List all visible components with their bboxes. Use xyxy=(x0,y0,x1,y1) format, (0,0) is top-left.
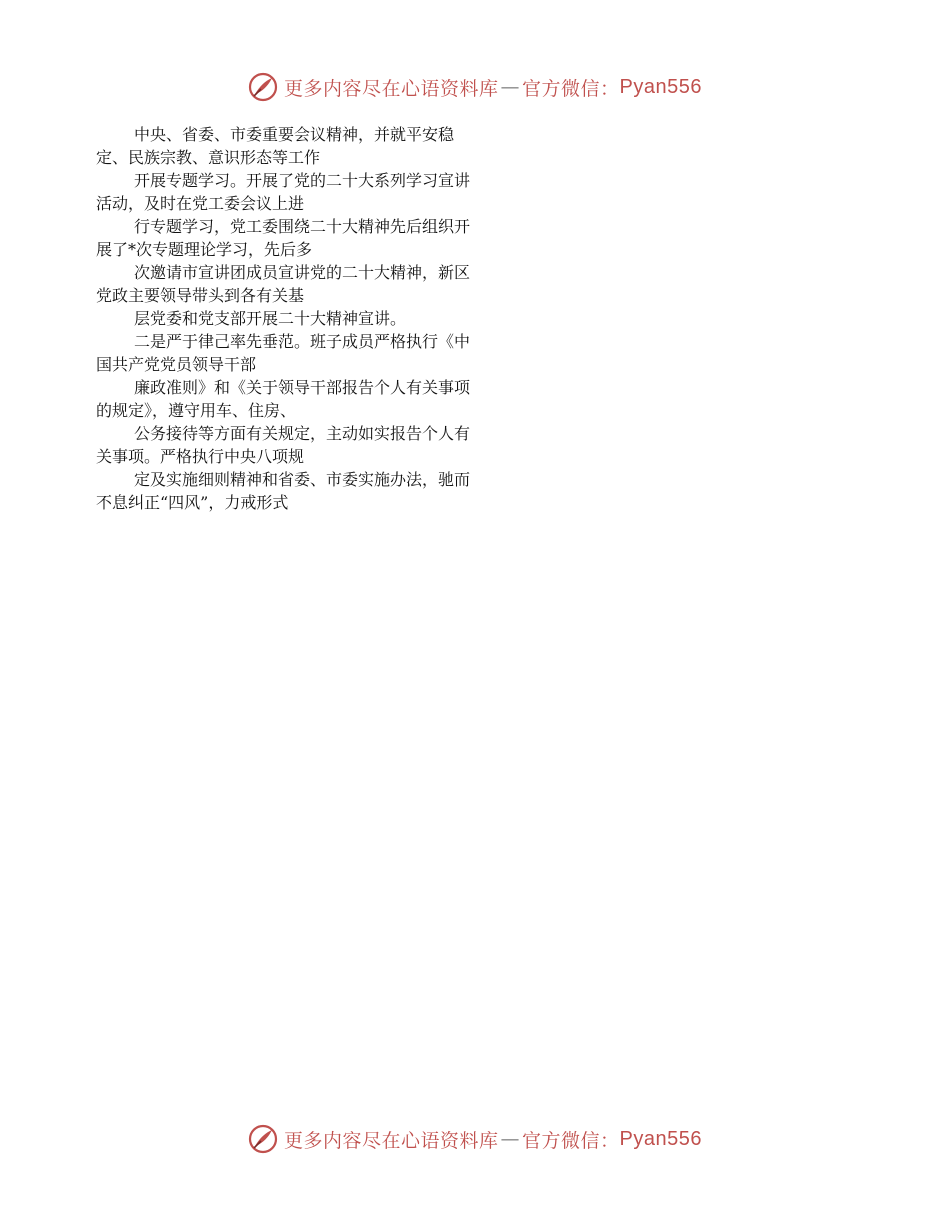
body-line: 国共产党党员领导干部 xyxy=(96,355,257,374)
banner-wechat-label: 官方微信： xyxy=(522,77,620,100)
body-line: 公务接待等方面有关规定，主动如实报告个人有 xyxy=(134,424,471,443)
body-line: 党政主要领导带头到各有关基 xyxy=(96,286,305,305)
footer-banner xyxy=(0,1124,950,1154)
body-line: 关事项。严格执行中央八项规 xyxy=(96,447,305,466)
banner-separator: — xyxy=(500,1128,521,1150)
feather-logo-icon xyxy=(248,1124,278,1154)
body-line: 定、民族宗教、意识形态等工作 xyxy=(96,148,321,167)
body-line: 行专题学习，党工委围绕二十大精神先后组织开 xyxy=(134,217,471,236)
body-line: 定及实施细则精神和省委、市委实施办法，驰而 xyxy=(134,470,471,489)
body-line: 次邀请市宣讲团成员宣讲党的二十大精神，新区 xyxy=(134,263,471,282)
body-line: 开展专题学习。开展了党的二十大系列学习宣讲 xyxy=(134,171,471,190)
body-line: 二是严于律己率先垂范。班子成员严格执行《中 xyxy=(134,332,471,351)
header-banner xyxy=(0,72,950,102)
body-line: 的规定》，遵守用车、住房、 xyxy=(96,401,297,420)
body-line: 层党委和党支部开展二十大精神宣讲。 xyxy=(134,309,407,328)
body-line: 活动，及时在党工委会议上进 xyxy=(96,194,305,213)
banner-wechat-label: 官方微信： xyxy=(522,1129,620,1152)
body-line: 中央、省委、市委重要会议精神，并就平安稳 xyxy=(134,125,455,144)
feather-logo-icon xyxy=(248,72,278,102)
body-line: 不息纠正“四风”，力戒形式 xyxy=(96,493,289,512)
banner-text: 更多内容尽在心语资料库 xyxy=(284,1129,499,1152)
body-line: 廉政准则》和《关于领导干部报告个人有关事项 xyxy=(134,378,471,397)
banner-wechat-id: Pyan556 xyxy=(619,75,702,98)
banner-text: 更多内容尽在心语资料库 xyxy=(284,77,499,100)
document-body xyxy=(96,122,856,513)
banner-wechat-id: Pyan556 xyxy=(619,1127,702,1150)
body-line: 展了*次专题理论学习，先后多 xyxy=(96,240,313,259)
banner-separator: — xyxy=(500,76,521,98)
